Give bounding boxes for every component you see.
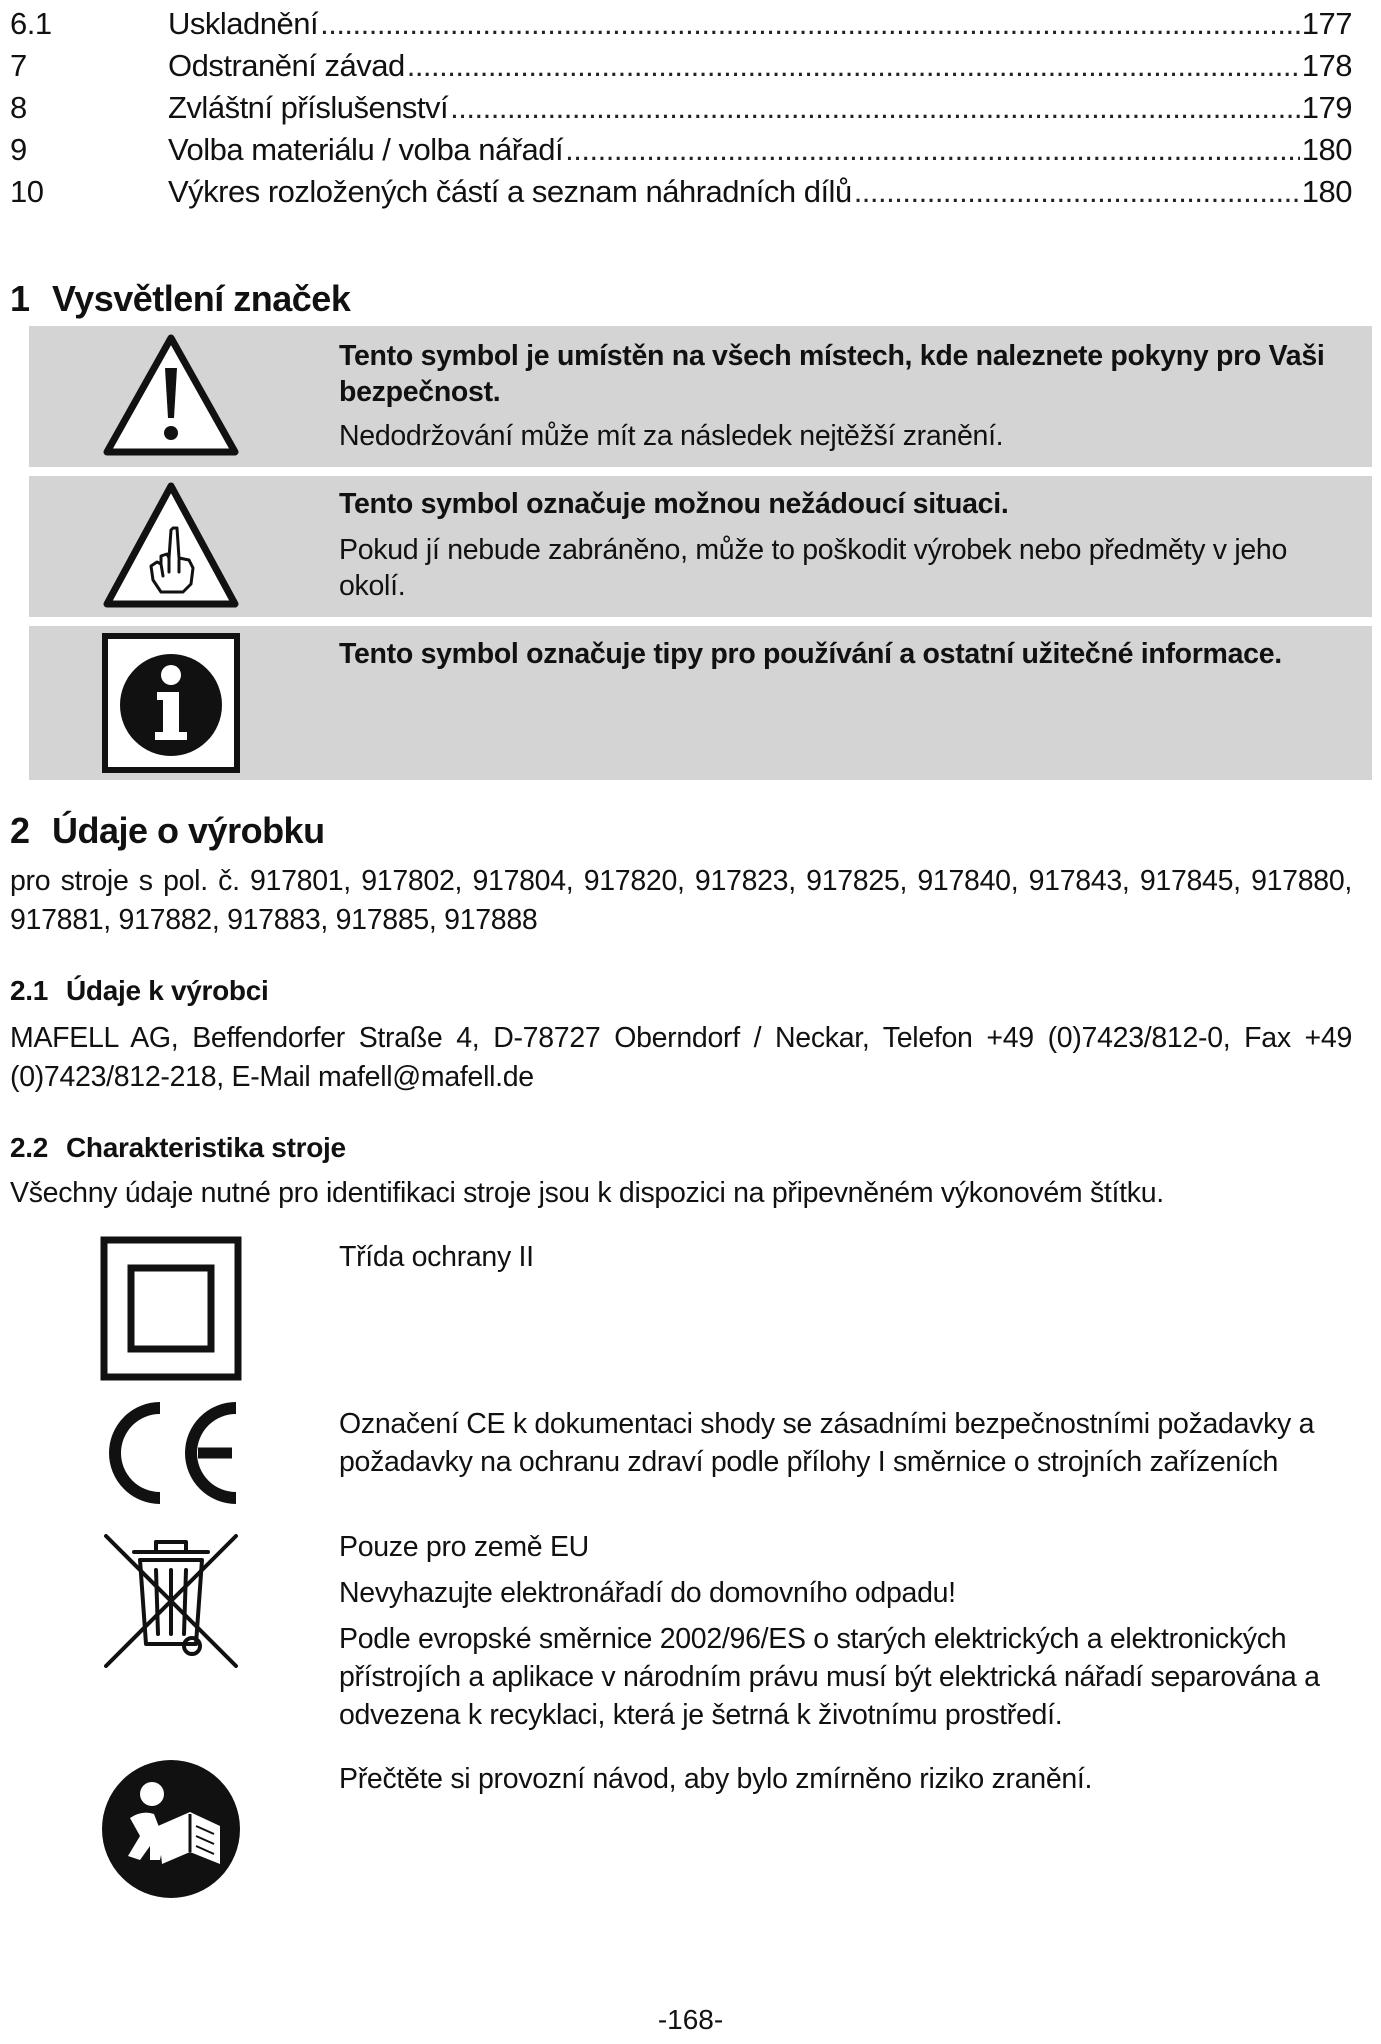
- symbol-text-line: Přečtěte si provozní návod, aby bylo zmírněno riziko zranění.: [339, 1763, 1093, 1795]
- toc-leader: [320, 6, 1300, 42]
- subsection-number: 2.2: [10, 1132, 49, 1163]
- symbol-description: [339, 1238, 1339, 1284]
- symbol-description: [339, 486, 1349, 604]
- table-of-contents: [10, 6, 1352, 216]
- toc-number: 9: [10, 132, 27, 167]
- symbol-text-line: Třída ochrany II: [339, 1241, 534, 1273]
- toc-leader: [854, 174, 1300, 210]
- subsection-2-1-heading: [10, 975, 268, 1007]
- toc-number: 6.1: [10, 6, 52, 41]
- symbol-normal-text: Pokud jí nebude zabráněno, může to poškodit výrobek nebo předměty v jeho okolí.: [339, 534, 1288, 602]
- crossed-bin-icon: [100, 1526, 242, 1671]
- toc-number: 10: [10, 174, 44, 209]
- toc-entry[interactable]: [10, 132, 1352, 174]
- subsection-title: Údaje k výrobci: [66, 975, 269, 1006]
- section-1-heading: [10, 278, 350, 320]
- section-number: 1: [10, 278, 30, 319]
- symbol-description: [339, 1405, 1339, 1489]
- symbol-text-line: Nevyhazujte elektronářadí do domovního odpadu!: [339, 1577, 956, 1609]
- symbol-bold-text: Tento symbol označuje možnou nežádoucí situaci.: [339, 488, 1009, 520]
- page-number: -168-: [657, 2004, 724, 2035]
- toc-leader: [407, 48, 1300, 84]
- toc-title: Výkres rozložených částí a seznam náhradních dílů: [168, 174, 852, 209]
- warning-triangle-icon: [101, 332, 241, 459]
- manufacturer-info: MAFELL AG, Beffendorfer Straße 4, D-78727 Oberndorf / Neckar, Telefon +49 (0)7423/812-0, Fax +49 (0)7423/812-218, E-Mail mafell@mafell.de: [10, 1022, 1352, 1093]
- product-intro: pro stroje s pol. č. 917801, 917802, 917804, 917820, 917823, 917825, 917840, 917843, 917845, 917880, 917881, 917882, 917883, 917885, 917888: [10, 865, 1352, 936]
- read-manual-icon: [100, 1756, 242, 1902]
- toc-entry[interactable]: [10, 48, 1352, 90]
- toc-number: 7: [10, 48, 27, 83]
- symbol-bold-text: Tento symbol označuje tipy pro používání a ostatní užitečné informace.: [339, 638, 1282, 670]
- symbol-bold-text: Tento symbol je umístěn na všech místech, kde naleznete pokyny pro Vaši bezpečnost.: [339, 340, 1325, 408]
- toc-page: 177: [1301, 6, 1352, 41]
- toc-page: 180: [1301, 132, 1352, 167]
- symbol-text-line: Označení CE k dokumentaci shody se zásadními bezpečnostními požadavky a požadavky na ochranu zdraví podle přílohy I směrnice o strojních zařízeních: [339, 1408, 1315, 1478]
- symbol-description: [339, 1528, 1339, 1742]
- toc-leader: [450, 90, 1300, 126]
- section-number: 2: [10, 810, 30, 851]
- toc-title: Uskladnění: [168, 6, 319, 41]
- subsection-2-2-heading: [10, 1132, 346, 1164]
- info-icon: [101, 632, 241, 774]
- toc-page: 178: [1301, 48, 1352, 83]
- symbol-description: [339, 338, 1349, 454]
- toc-entry[interactable]: [10, 174, 1352, 216]
- symbol-description: [339, 636, 1349, 672]
- section-2-heading: [10, 810, 325, 852]
- toc-number: 8: [10, 90, 27, 125]
- symbol-description: [339, 1760, 1339, 1806]
- symbol-box-warning: [29, 326, 1372, 467]
- protection-class-ii-icon: [100, 1236, 242, 1381]
- ce-mark-icon: [100, 1400, 242, 1506]
- symbol-text-line: Pouze pro země EU: [339, 1531, 589, 1563]
- toc-page: 180: [1301, 174, 1352, 209]
- hand-caution-triangle-icon: [101, 480, 241, 611]
- toc-entry[interactable]: [10, 6, 1352, 48]
- section-title: Údaje o výrobku: [52, 810, 325, 851]
- section-title: Vysvětlení značek: [52, 278, 351, 319]
- toc-leader: [565, 132, 1300, 168]
- symbol-normal-text: Nedodržování může mít za následek nejtěžší zranění.: [339, 420, 1004, 452]
- toc-entry[interactable]: [10, 90, 1352, 132]
- toc-title: Zvláštní příslušenství: [168, 90, 449, 125]
- subsection-title: Charakteristika stroje: [66, 1132, 346, 1163]
- symbol-text-line: Podle evropské směrnice 2002/96/ES o starých elektrických a elektronických přístrojích a aplikace v národním právu musí být elektrická nářadí separována a odvezena k recyklaci, která je šetrná k životnímu prostředí.: [339, 1623, 1320, 1731]
- machine-characteristics-text: Všechny údaje nutné pro identifikaci stroje jsou k dispozici na připevněném výkonovém štítku.: [10, 1177, 1164, 1209]
- subsection-number: 2.1: [10, 975, 49, 1006]
- toc-title: Volba materiálu / volba nářadí: [168, 132, 564, 167]
- toc-page: 179: [1301, 90, 1352, 125]
- symbol-box-info: [29, 626, 1372, 780]
- toc-title: Odstranění závad: [168, 48, 405, 83]
- symbol-box-caution: [29, 476, 1372, 617]
